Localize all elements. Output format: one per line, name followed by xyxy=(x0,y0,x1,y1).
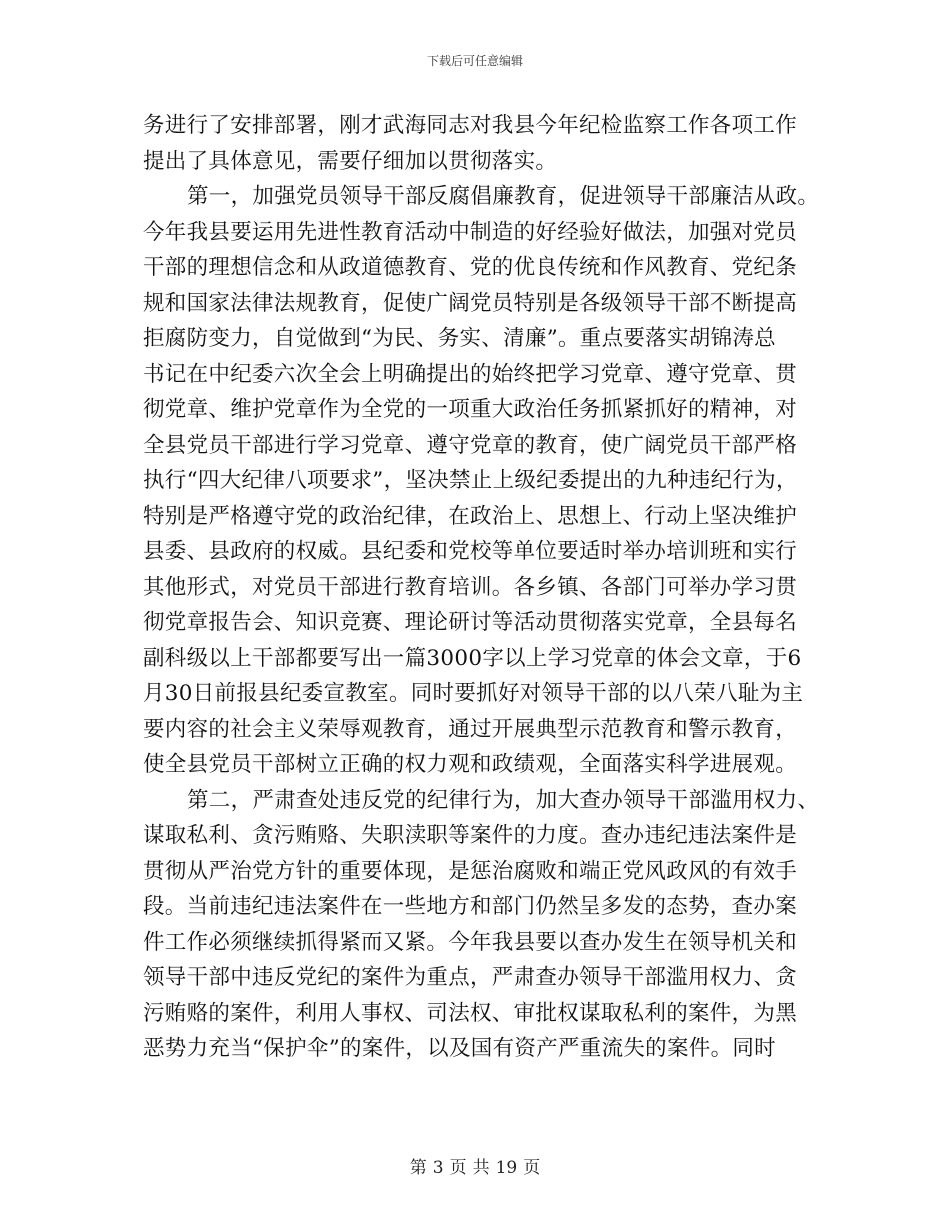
page-footer xyxy=(0,1153,950,1178)
text-line: 县委、县政府的权威。县纪委和党校等单位要适时举办培训班和实行 xyxy=(143,539,798,564)
text-line: 恶势力充当“保护伞”的案件，以及国有资产严重流失的案件。同时 xyxy=(143,1036,776,1061)
text-line: 领导干部中违反党纪的案件为重点，严肃查办领导干部滥用权力、贪 xyxy=(143,965,798,990)
text-line: 污贿赂的案件，利用人事权、司法权、审批权谋取私利的案件，为黑 xyxy=(143,1000,798,1026)
text-line: 使全县党员干部树立正确的权力观和政绩观，全面落实科学进展观。 xyxy=(143,752,798,777)
text-line: 月30日前报县纪委宣教室。同时要抓好对领导干部的以八荣八耻为主 xyxy=(143,681,804,706)
text-line: 拒腐防变力，自觉做到“为民、务实、清廉”。重点要落实胡锦涛总 xyxy=(143,326,776,351)
text-line: 今年我县要运用先进性教育活动中制造的好经验好做法，加强对党员 xyxy=(143,219,798,245)
page-suffix: 页 xyxy=(523,1158,541,1178)
text-line: 其他形式，对党员干部进行教育培训。各乡镇、各部门可举办学习贯 xyxy=(143,574,798,600)
text-line: 书记在中纪委六次全会上明确提出的始终把学习党章、遵守党章、贯 xyxy=(143,361,798,387)
text-line: 提出了具体意见，需要仔细加以贯彻落实。 xyxy=(143,148,558,174)
page-mid: 页 xyxy=(449,1158,467,1178)
document-body xyxy=(143,108,820,1067)
text-line: 谋取私利、贪污贿赂、失职渎职等案件的力度。查办违纪违法案件是 xyxy=(143,823,798,848)
text-line: 彻党章报告会、知识竞赛、理论研讨等活动贯彻落实党章，全县每名 xyxy=(143,610,798,635)
paragraph-start-line: 第二，严肃查处违反党的纪律行为，加大查办领导干部滥用权力、 xyxy=(187,787,820,813)
text-line: 特别是严格遵守党的政治纪律，在政治上、思想上、行动上坚决维护 xyxy=(143,503,798,529)
text-line: 务进行了安排部署，刚才武海同志对我县今年纪检监察工作各项工作 xyxy=(143,113,798,138)
text-line: 要内容的社会主义荣辱观教育，通过开展典型示范教育和警示教育， xyxy=(143,716,798,742)
page-total-prefix: 共 xyxy=(472,1158,490,1178)
text-line: 段。当前违纪违法案件在一些地方和部门仍然呈多发的态势，查办案 xyxy=(143,894,798,919)
text-line: 贯彻从严治党方针的重要体现，是惩治腐败和端正党风政风的有效手 xyxy=(143,858,798,884)
header-note: 下载后可任意编辑 xyxy=(426,54,523,68)
text-line: 彻党章、维护党章作为全党的一项重大政治任务抓紧抓好的精神，对 xyxy=(143,397,798,422)
text-line: 副科级以上干部都要写出一篇3000字以上学习党章的体会文章，于6 xyxy=(143,645,802,671)
page-prefix: 第 xyxy=(409,1158,427,1178)
text-line: 全县党员干部进行学习党章、遵守党章的教育，使广阔党员干部严格 xyxy=(143,432,798,458)
text-line: 执行“四大纪律八项要求”，坚决禁止上级纪委提出的九种违纪行为， xyxy=(143,468,798,493)
page-number-current: 3 xyxy=(432,1158,444,1178)
text-line: 件工作必须继续抓得紧而又紧。今年我县要以查办发生在领导机关和 xyxy=(143,929,798,955)
text-line: 规和国家法律法规教育，促使广阔党员特别是各级领导干部不断提高 xyxy=(143,290,798,316)
page-number-total: 19 xyxy=(495,1158,518,1178)
paragraph-start-line: 第一，加强党员领导干部反腐倡廉教育，促进领导干部廉洁从政。 xyxy=(187,184,820,209)
text-line: 干部的理想信念和从政道德教育、党的优良传统和作风教育、党纪条 xyxy=(143,255,798,280)
